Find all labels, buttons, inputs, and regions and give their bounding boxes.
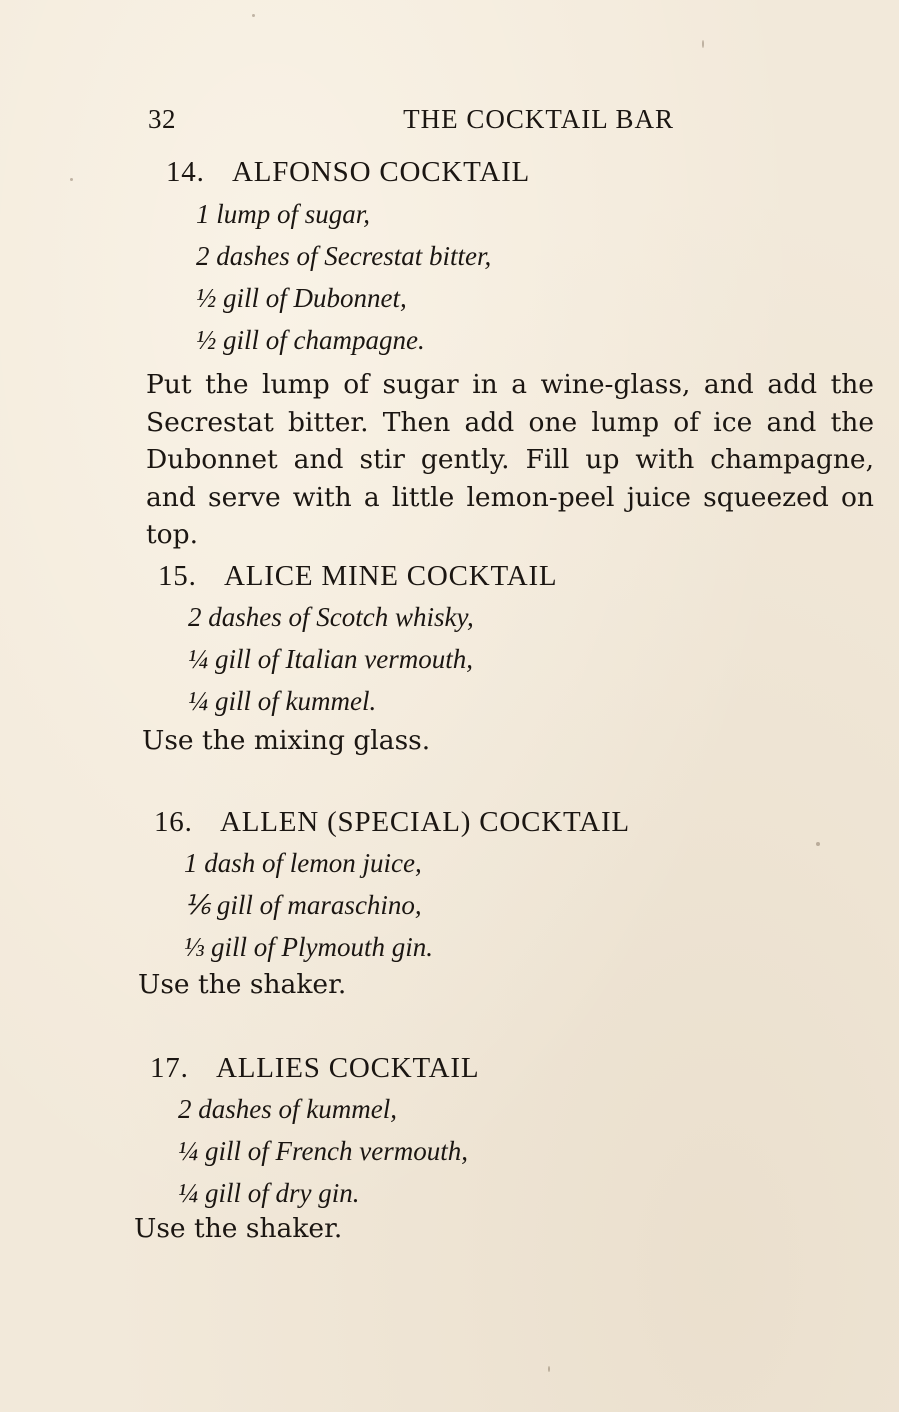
ingredient-list [196, 193, 876, 361]
recipe-number: 15. [158, 560, 197, 592]
recipe-number: 16. [154, 806, 193, 838]
recipe-name: ALLIES COCKTAIL [216, 1052, 480, 1084]
paper-speck [702, 40, 704, 48]
ingredient: ½ gill of champagne. [196, 325, 425, 355]
ingredient: 2 dashes of kummel, [178, 1094, 397, 1124]
recipe-name: ALICE MINE COCKTAIL [224, 560, 558, 592]
paper-speck [252, 14, 255, 17]
ingredient: 2 dashes of Scotch whisky, [188, 602, 474, 632]
recipe-instructions: Use the mixing glass. [142, 725, 431, 756]
recipe-allen-special-cocktail [154, 802, 884, 968]
ingredient: 1 lump of sugar, [196, 199, 371, 229]
recipe-title [158, 556, 878, 596]
recipe-number: 14. [166, 156, 205, 188]
ingredient: ¼ gill of dry gin. [178, 1178, 360, 1208]
recipe-instructions: Use the shaker. [134, 1213, 343, 1244]
ingredient: ½ gill of Dubonnet, [196, 283, 407, 313]
recipe-number: 17. [150, 1052, 189, 1084]
ingredient: ¼ gill of Italian vermouth, [188, 644, 473, 674]
recipe-instructions: Use the shaker. [138, 969, 347, 1000]
ingredient-list [188, 596, 878, 722]
ingredient: 2 dashes of Secrestat bitter, [196, 241, 492, 271]
recipe-name: ALFONSO COCKTAIL [232, 156, 531, 188]
recipe-title [150, 1048, 880, 1088]
ingredient: ¼ gill of kummel. [188, 686, 377, 716]
ingredient: 1 dash of lemon juice, [184, 848, 422, 878]
ingredient: ¼ gill of French vermouth, [178, 1136, 468, 1166]
recipe-alice-mine-cocktail [158, 556, 878, 722]
running-title: THE COCKTAIL BAR [403, 104, 674, 134]
page-number: 32 [148, 104, 176, 134]
recipe-name: ALLEN (SPECIAL) COCKTAIL [220, 806, 630, 838]
recipe-title [166, 152, 876, 192]
recipe-alfonso-cocktail [166, 152, 876, 361]
ingredient-list [184, 842, 884, 968]
recipe-allies-cocktail [150, 1048, 880, 1214]
paper-speck [548, 1366, 550, 1372]
ingredient: ⅙ gill of maraschino, [184, 890, 422, 920]
paper-speck [70, 178, 73, 181]
ingredient: ⅓ gill of Plymouth gin. [184, 932, 433, 962]
page-header [148, 104, 678, 138]
paper-speck [816, 842, 820, 846]
recipe-instructions: Put the lump of sugar in a wine-glass, and add the Secrestat bitter. Then add one lump of ice and the Dubonnet and stir gently. Fill up with champagne, and serve with a little lemon-peel juice squeezed on top. [146, 369, 874, 550]
ingredient-list [178, 1088, 880, 1214]
recipe-title [154, 802, 884, 842]
